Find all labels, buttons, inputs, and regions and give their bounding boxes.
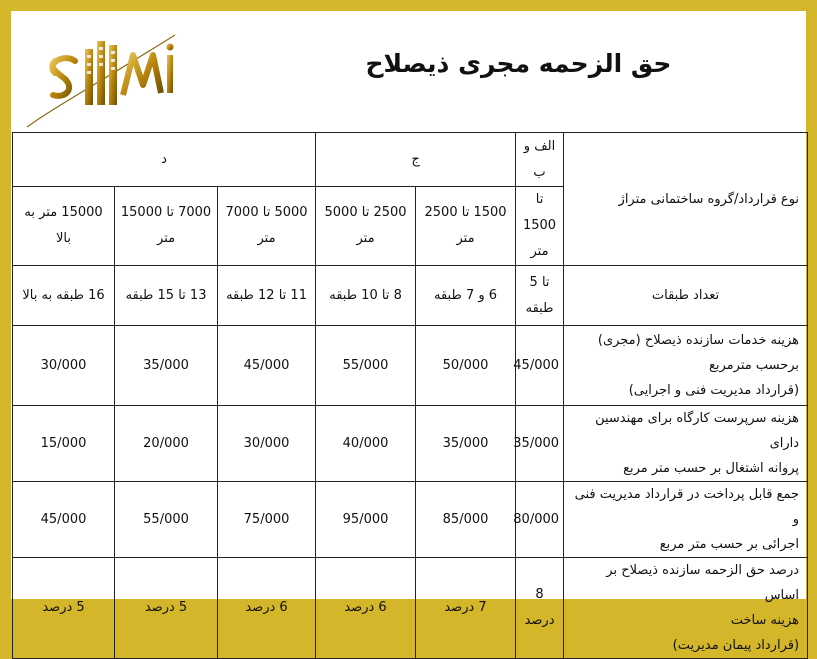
row-label	[564, 558, 808, 659]
contract-type-label: نوع قرارداد/گروه ساختمانی متراژ	[564, 133, 808, 266]
floors-label: تعداد طبقات	[564, 266, 808, 326]
row-label-line: جمع قابل پرداخت در قرارداد مدیریت فنی و	[574, 487, 800, 527]
value-cell: 7 درصد	[416, 558, 516, 659]
value-cell: 95/000	[316, 482, 416, 558]
floors-cell: 11 تا 12 طبقه	[218, 266, 316, 326]
value-cell: 15/000	[13, 406, 115, 482]
value-cell: 40/000	[316, 406, 416, 482]
value-cell: 55/000	[316, 326, 416, 406]
floors-cell: 6 و 7 طبقه	[416, 266, 516, 326]
value-cell: 75/000	[218, 482, 316, 558]
table-row	[13, 406, 808, 482]
value-cell: 6 درصد	[218, 558, 316, 659]
document-frame	[11, 11, 806, 653]
group-jim: ج	[316, 133, 516, 187]
value-cell: 45/000	[13, 482, 115, 558]
table-row	[13, 482, 808, 558]
row-label-line: برحسب مترمربع	[708, 358, 800, 373]
row-label-line: هزینه ساخت	[730, 613, 800, 628]
value-cell: 45/000	[218, 326, 316, 406]
value-cell: 80/000	[516, 482, 564, 558]
floors-cell: 8 تا 10 طبقه	[316, 266, 416, 326]
area-cell: 2500 تا 5000 متر	[316, 187, 416, 266]
group-header-row	[13, 133, 808, 187]
row-label-line: درصد حق الزحمه سازنده ذیصلاح بر اساس	[606, 563, 800, 603]
area-cell: تا 1500 متر	[516, 187, 564, 266]
area-cell: 5000 تا 7000 متر	[218, 187, 316, 266]
value-cell: 35/000	[416, 406, 516, 482]
floors-cell: 16 طبقه به بالا	[13, 266, 115, 326]
area-cell: 1500 تا 2500 متر	[416, 187, 516, 266]
value-cell: 35/000	[516, 406, 564, 482]
value-cell: 5 درصد	[115, 558, 218, 659]
floors-cell: تا 5 طبقه	[516, 266, 564, 326]
value-cell: 30/000	[13, 326, 115, 406]
value-cell: 55/000	[115, 482, 218, 558]
value-cell: 85/000	[416, 482, 516, 558]
value-cell: 5 درصد	[13, 558, 115, 659]
value-cell: 30/000	[218, 406, 316, 482]
fee-table	[12, 132, 808, 659]
company-logo	[25, 15, 185, 133]
area-cell: 7000 تا 15000 متر	[115, 187, 218, 266]
floors-row	[13, 266, 808, 326]
value-cell: 45/000	[516, 326, 564, 406]
row-label	[564, 406, 808, 482]
row-label-line: اجرائی بر حسب متر مربع	[659, 537, 800, 552]
row-label-line: پروانه اشتغال بر حسب متر مربع	[623, 461, 800, 476]
value-cell: 35/000	[115, 326, 218, 406]
table-row	[13, 558, 808, 659]
row-label-line: هزینه سرپرست کارگاه برای مهندسین دارای	[595, 411, 800, 451]
group-dal: د	[13, 133, 316, 187]
row-label	[564, 482, 808, 558]
group-alef-be: الف و ب	[516, 133, 564, 187]
row-label-line: (قرارداد مدیریت فنی و اجرایی)	[628, 383, 800, 398]
value-cell: 50/000	[416, 326, 516, 406]
floors-cell: 13 تا 15 طبقه	[115, 266, 218, 326]
value-cell: 8 درصد	[516, 558, 564, 659]
area-cell: 15000 متر به بالا	[13, 187, 115, 266]
value-cell: 6 درصد	[316, 558, 416, 659]
row-label-line: هزینه خدمات سازنده ذیصلاح (مجری)	[597, 333, 800, 348]
row-label-line: (قرارداد پیمان مدیریت)	[672, 638, 800, 653]
table-row	[13, 326, 808, 406]
page-title: حق الزحمه مجری ذیصلاح	[365, 49, 672, 78]
value-cell: 20/000	[115, 406, 218, 482]
row-label	[564, 326, 808, 406]
